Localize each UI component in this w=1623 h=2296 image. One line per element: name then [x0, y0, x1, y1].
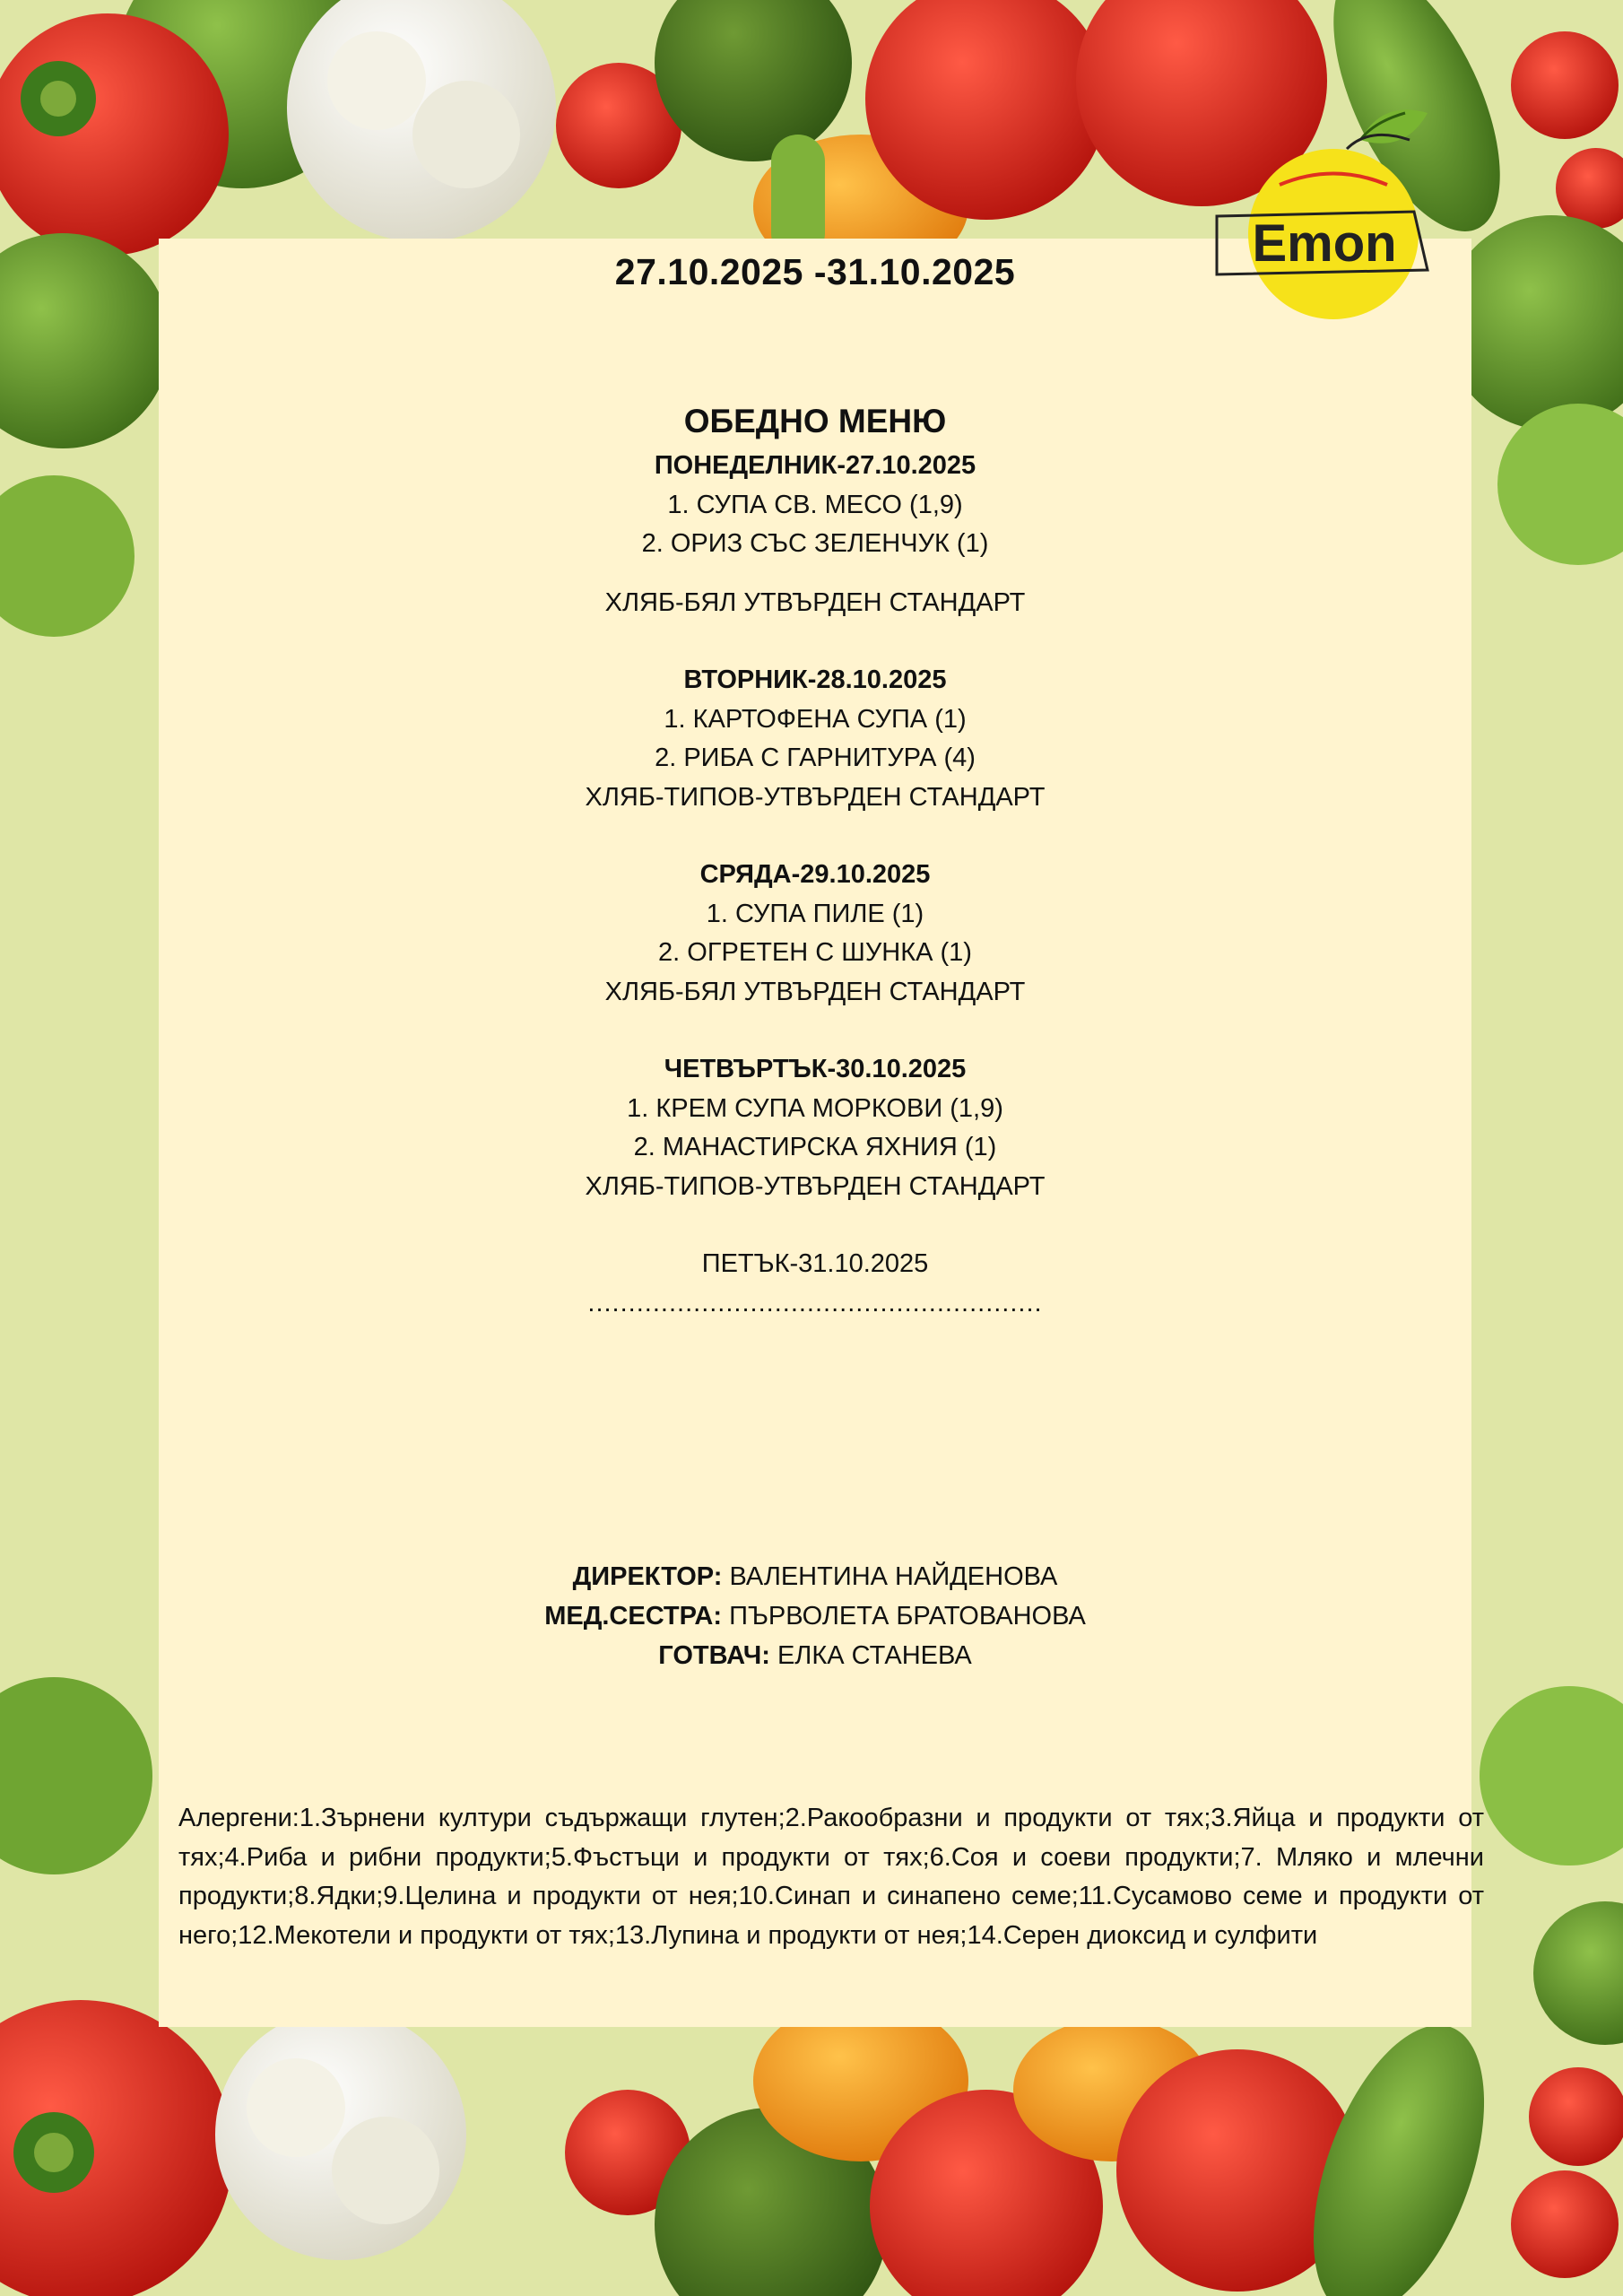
day-heading-friday: ПЕТЪК-31.10.2025 [701, 1249, 929, 1278]
staff-nurse [159, 1596, 1471, 1636]
lemon-logo [1190, 77, 1459, 346]
bread-line: ХЛЯБ-БЯЛ УТВЪРДЕН СТАНДАРТ [604, 977, 1026, 1006]
logo-text: Emon [1252, 214, 1397, 273]
lunch-menu [159, 396, 1471, 1323]
menu-item: 1. КРЕМ СУПА МОРКОВИ (1,9) [627, 1093, 1003, 1123]
staff-name: ЕЛКА СТАНЕВА [777, 1641, 972, 1670]
menu-card [159, 214, 1484, 2027]
menu-item: 2. МАНАСТИРСКА ЯХНИЯ (1) [633, 1133, 997, 1161]
menu-item: 2. РИБА С ГАРНИТУРА (4) [655, 744, 976, 772]
friday-placeholder: ........................................................ [587, 1288, 1043, 1318]
bread-line: ХЛЯБ-ТИПОВ-УТВЪРДЕН СТАНДАРТ [585, 1171, 1046, 1201]
menu-title: ОБЕДНО МЕНЮ [683, 403, 947, 439]
allergens-note: Алергени:1.Зърнени култури съдържащи глутен;2.Ракообразни и продукти от тях;3.Яйца и продукти от тях;4.Риба и рибни продукти;5.Фъстъци и продукти от тях;6.Соя и соеви продукти;7. Мляко и млечни продукти;8.Ядки;9.Целина и продукти от нея;10.Синап и синапено семе;11.Сусамово семе и продукти от него;12.Мекотели и продукти от тях;13.Лупина и продукти от нея;14.Серен диоксид и сулфити [178, 1804, 1484, 1950]
menu-item: 1. СУПА СВ. МЕСО (1,9) [667, 490, 963, 519]
staff-cook [159, 1636, 1471, 1675]
day-heading-thursday: ЧЕТВЪРТЪК-30.10.2025 [664, 1055, 967, 1083]
staff-role: МЕД.СЕСТРА: [544, 1602, 723, 1631]
menu-item: 1. КАРТОФЕНА СУПА (1) [664, 704, 967, 734]
staff-name: ПЪРВОЛЕТА БРАТОВАНОВА [729, 1602, 1086, 1631]
bread-line: ХЛЯБ-БЯЛ УТВЪРДЕН СТАНДАРТ [604, 587, 1026, 617]
staff-role: ДИРЕКТОР: [572, 1562, 723, 1591]
menu-item: 2. ОГРЕТЕН С ШУНКА (1) [658, 938, 972, 967]
day-heading-tuesday: ВТОРНИК-28.10.2025 [683, 665, 947, 694]
menu-item: 1. СУПА ПИЛЕ (1) [706, 899, 924, 928]
menu-item: 2. ОРИЗ СЪС ЗЕЛЕНЧУК (1) [641, 529, 989, 558]
staff-list [159, 1557, 1471, 1675]
staff-name: ВАЛЕНТИНА НАЙДЕНОВА [729, 1562, 1058, 1591]
staff-role: ГОТВАЧ: [658, 1641, 770, 1670]
date-range-title: 27.10.2025 -31.10.2025 [614, 251, 1016, 292]
day-heading-wednesday: СРЯДА-29.10.2025 [699, 860, 931, 889]
day-heading-monday: ПОНЕДЕЛНИК-27.10.2025 [654, 451, 976, 480]
staff-director [159, 1557, 1471, 1596]
bread-line: ХЛЯБ-ТИПОВ-УТВЪРДЕН СТАНДАРТ [585, 782, 1046, 812]
